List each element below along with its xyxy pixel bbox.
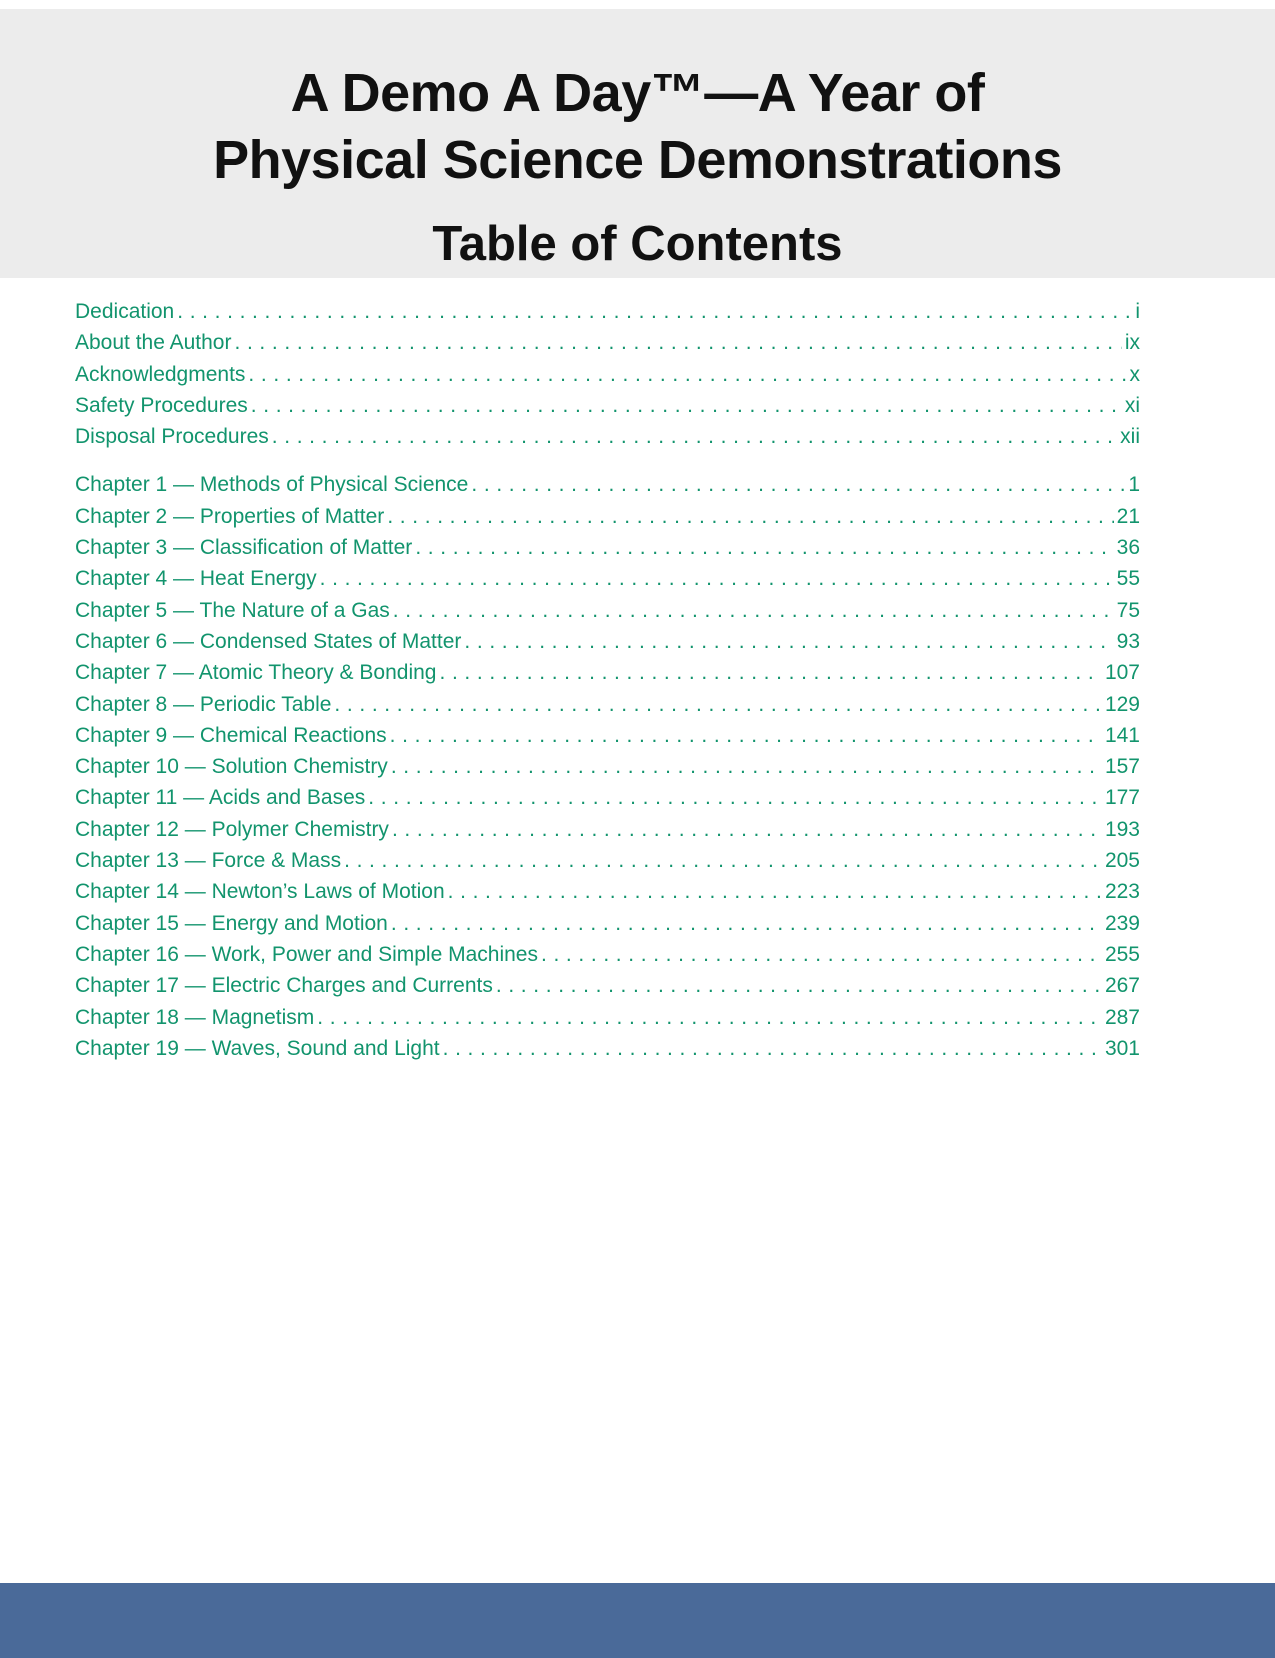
chapter-title: Chapter 1 — Methods of Physical Science: [75, 473, 469, 497]
chapter-page-number: 141: [1104, 723, 1140, 747]
dot-leader: [541, 939, 1102, 970]
chapter-title: Chapter 14 — Newton’s Laws of Motion: [75, 880, 445, 904]
dot-leader: [344, 845, 1102, 876]
chapter-page-number: 301: [1104, 1036, 1140, 1060]
front-matter-page-number: x: [1129, 362, 1140, 386]
chapter-link-4[interactable]: [75, 563, 1140, 594]
chapter-page-number: 205: [1104, 849, 1140, 873]
chapter-title: Chapter 10 — Solution Chemistry: [75, 755, 388, 779]
chapter-page-number: 93: [1116, 629, 1140, 653]
chapter-page-number: 255: [1104, 942, 1140, 966]
footer-bar: [0, 1583, 1275, 1658]
chapter-link-3[interactable]: [75, 532, 1140, 563]
chapter-page-number: 55: [1116, 567, 1140, 591]
dot-leader: [272, 421, 1117, 452]
chapter-link-14[interactable]: [75, 876, 1140, 907]
front-matter-link-3[interactable]: [75, 359, 1140, 390]
chapter-title: Chapter 19 — Waves, Sound and Light: [75, 1036, 440, 1060]
dot-leader: [368, 782, 1102, 813]
front-matter-title: About the Author: [75, 331, 232, 355]
chapter-page-number: 287: [1104, 1005, 1140, 1029]
chapter-title: Chapter 5 — The Nature of a Gas: [75, 598, 390, 622]
document-title-line-1: A Demo A Day™—A Year of: [290, 63, 985, 123]
chapter-list: [75, 469, 1140, 1064]
chapter-title: Chapter 9 — Chemical Reactions: [75, 723, 387, 747]
dot-leader: [177, 296, 1132, 327]
chapter-link-7[interactable]: [75, 657, 1140, 688]
chapter-link-18[interactable]: [75, 1002, 1140, 1033]
chapter-page-number: 267: [1104, 974, 1140, 998]
dot-leader: [393, 595, 1114, 626]
chapter-page-number: 75: [1116, 598, 1140, 622]
chapter-title: Chapter 16 — Work, Power and Simple Machines: [75, 942, 538, 966]
chapter-title: Chapter 11 — Acids and Bases: [75, 786, 366, 810]
chapter-page-number: 21: [1116, 504, 1140, 528]
chapter-title: Chapter 3 — Classification of Matter: [75, 536, 413, 560]
dot-leader: [317, 1002, 1102, 1033]
chapter-title: Chapter 8 — Periodic Table: [75, 692, 332, 716]
dot-leader: [234, 327, 1121, 358]
chapter-page-number: 1: [1128, 473, 1140, 497]
front-matter-page-number: ix: [1124, 331, 1140, 355]
chapter-title: Chapter 13 — Force & Mass: [75, 849, 342, 873]
dot-leader: [415, 532, 1113, 563]
front-matter-page-number: i: [1135, 300, 1140, 323]
dot-leader: [464, 626, 1113, 657]
front-matter-link-5[interactable]: [75, 421, 1140, 452]
front-matter-list: [75, 296, 1140, 452]
chapter-title: Chapter 6 — Condensed States of Matter: [75, 629, 462, 653]
chapter-page-number: 177: [1104, 786, 1140, 810]
chapter-title: Chapter 4 — Heat Energy: [75, 567, 317, 591]
chapter-link-8[interactable]: [75, 689, 1140, 720]
document-title: [0, 60, 1275, 194]
table-of-contents: [75, 296, 1140, 1064]
front-matter-title: Dedication: [75, 300, 175, 323]
dot-leader: [443, 1033, 1102, 1064]
chapter-title: Chapter 12 — Polymer Chemistry: [75, 817, 389, 841]
chapter-link-17[interactable]: [75, 970, 1140, 1001]
chapter-page-number: 239: [1104, 911, 1140, 935]
dot-leader: [439, 657, 1101, 688]
chapter-title: Chapter 7 — Atomic Theory & Bonding: [75, 661, 437, 685]
dot-leader: [251, 390, 1122, 421]
chapter-link-13[interactable]: [75, 845, 1140, 876]
front-matter-title: Disposal Procedures: [75, 425, 269, 449]
chapter-page-number: 157: [1104, 755, 1140, 779]
chapter-link-9[interactable]: [75, 720, 1140, 751]
dot-leader: [390, 720, 1102, 751]
front-matter-page-number: xi: [1124, 393, 1140, 417]
chapter-page-number: 223: [1104, 880, 1140, 904]
chapter-page-number: 193: [1104, 817, 1140, 841]
header-banner: [0, 9, 1275, 278]
toc-heading: Table of Contents: [432, 217, 843, 271]
dot-leader: [387, 501, 1113, 532]
chapter-link-2[interactable]: [75, 501, 1140, 532]
dot-leader: [320, 563, 1114, 594]
dot-leader: [248, 359, 1126, 390]
front-matter-title: Safety Procedures: [75, 393, 248, 417]
chapter-page-number: 107: [1104, 661, 1140, 685]
dot-leader: [391, 908, 1102, 939]
dot-leader: [334, 689, 1102, 720]
chapter-link-19[interactable]: [75, 1033, 1140, 1064]
dot-leader: [391, 751, 1102, 782]
chapter-link-12[interactable]: [75, 814, 1140, 845]
chapter-page-number: 36: [1116, 536, 1140, 560]
page-top-margin: [0, 0, 1275, 9]
front-matter-title: Acknowledgments: [75, 362, 246, 386]
chapter-link-5[interactable]: [75, 595, 1140, 626]
front-matter-link-2[interactable]: [75, 327, 1140, 358]
dot-leader: [496, 970, 1102, 1001]
chapter-link-10[interactable]: [75, 751, 1140, 782]
chapter-title: Chapter 2 — Properties of Matter: [75, 504, 385, 528]
front-matter-link-1[interactable]: [75, 296, 1140, 327]
chapter-title: Chapter 17 — Electric Charges and Currents: [75, 974, 493, 998]
chapter-link-6[interactable]: [75, 626, 1140, 657]
chapter-link-11[interactable]: [75, 782, 1140, 813]
chapter-link-16[interactable]: [75, 939, 1140, 970]
chapter-page-number: 129: [1104, 692, 1140, 716]
chapter-title: Chapter 15 — Energy and Motion: [75, 911, 388, 935]
chapter-link-15[interactable]: [75, 908, 1140, 939]
dot-leader: [392, 814, 1102, 845]
front-matter-page-number: xii: [1120, 425, 1140, 449]
document-title-line-2: Physical Science Demonstrations: [213, 130, 1062, 190]
front-matter-link-4[interactable]: [75, 390, 1140, 421]
dot-leader: [471, 469, 1125, 500]
dot-leader: [448, 876, 1102, 907]
chapter-title: Chapter 18 — Magnetism: [75, 1005, 315, 1029]
chapter-link-1[interactable]: [75, 469, 1140, 500]
